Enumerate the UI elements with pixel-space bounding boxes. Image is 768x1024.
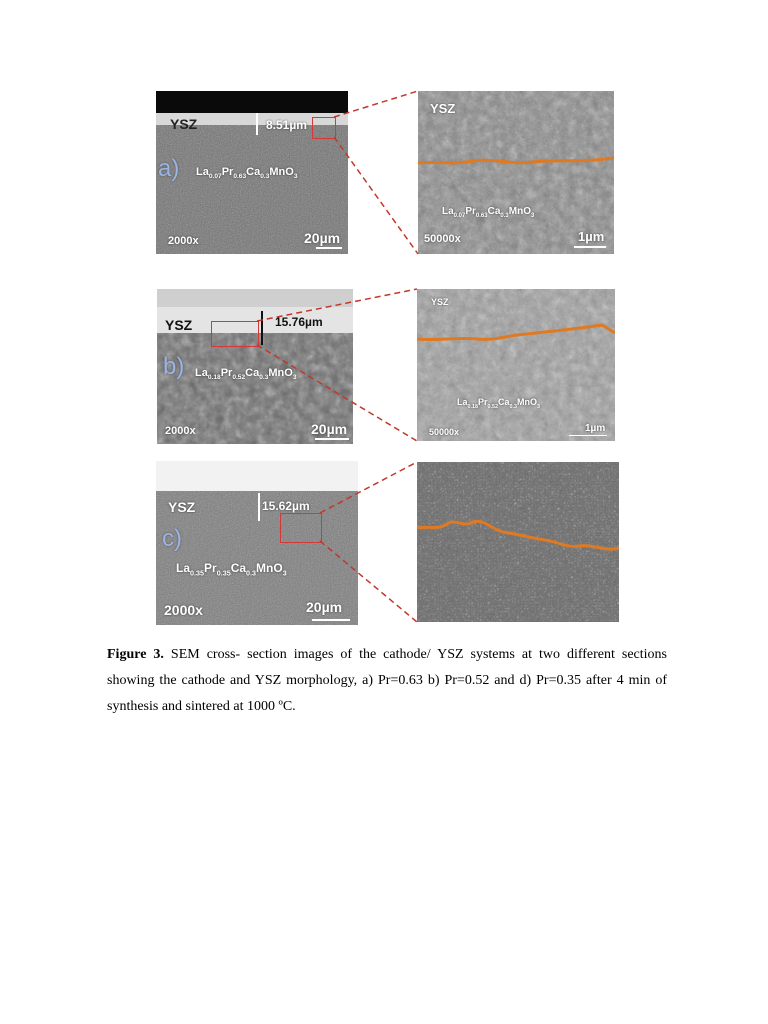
panel-letter-b: b) [163,353,185,380]
thickness-label: 15.62µm [262,499,310,513]
magnification-label: 50000x [424,233,461,245]
figure-caption [107,642,667,720]
ysz-label: YSZ [430,101,456,116]
ysz-label: YSZ [165,317,193,333]
magnification-label: 2000x [168,235,199,247]
scale-label: 20µm [306,599,343,615]
magnification-label: 2000x [165,425,196,437]
thickness-label: 15.76µm [275,315,323,329]
ysz-label: YSZ [170,116,198,132]
scale-label: 1µm [585,423,606,434]
panel-letter-a: a) [158,155,180,182]
scale-label: 20µm [304,230,341,246]
ysz-label: YSZ [431,297,449,307]
scale-label: 20µm [311,421,348,437]
magnification-label: 50000x [429,427,460,437]
composition-label: $La_{0.35}Pr_{0.35}Ca_{0.3}MnO_3$ [176,561,287,578]
caption-text: SEM cross- section images of the cathode/ YSZ systems at two different sections showing the cathode and YSZ morphology, a) Pr=0.63 b) Pr=0.52 and d) Pr=0.35 after 4 min of synthesis and sintered at 1000 ºC. [107,647,667,714]
ysz-label: YSZ [168,499,196,515]
composition-label: $La_{0.18}Pr_{0.52}Ca_{0.3}MnO_3$ [457,397,541,410]
figure-label: Figure 3. [107,647,164,662]
composition-label: $La_{0.07}Pr_{0.63}Ca_{0.3}MnO_3$ [442,206,535,219]
composition-label: $La_{0.18}Pr_{0.52}Ca_{0.3}MnO_3$ [195,367,297,382]
panel-letter-c: c) [162,525,182,552]
thickness-label: 8.51µm [266,118,307,132]
composition-label: $La_{0.07}Pr_{0.63}Ca_{0.3}MnO_3$ [196,166,298,181]
scale-label: 1µm [578,229,605,244]
magnification-label: 2000x [164,602,203,618]
